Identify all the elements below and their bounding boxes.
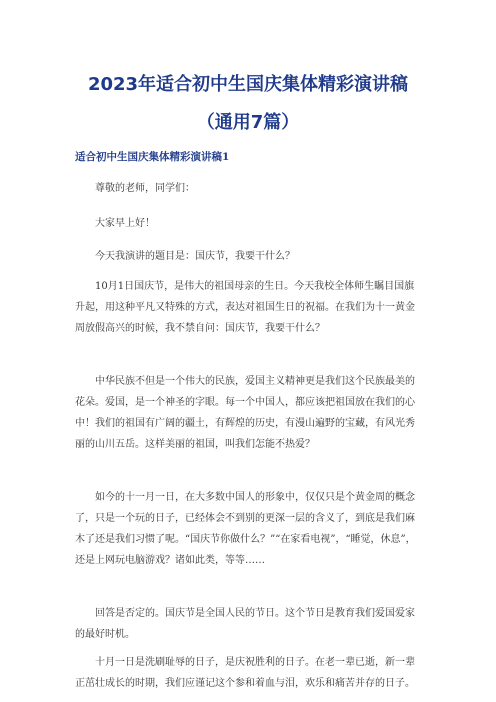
- paragraph-body: 如今的十一月一日，在大多数中国人的形象中，仅仅只是个黄金周的概念了，只是一个玩的日子，已经体会不到别的更深一层的含义了，到底是我们麻木了还是我们习惯了呢。“国庆节你做什么？”“在家看电视”，“睡觉，休息”，还是上网玩电脑游戏？诸如此类，等等……: [75, 492, 416, 566]
- section-heading: 适合初中生国庆集体精彩演讲稿1: [75, 151, 230, 163]
- paragraph-body: 十月一日是洗刷耻辱的日子，是庆祝胜利的日子。在老一辈已逝，新一辈正茁壮成长的时期，我们应谨记这个参和着血与泪，欢乐和痛苦并存的日子。: [75, 657, 415, 689]
- document-title-subtitle: （通用7篇）: [196, 112, 300, 133]
- paragraph-body: 中华民族不但是一个伟大的民族，爱国主义精神更是我们这个民族最美的花朵。爱国，是一个神圣的字眼。每一个中国人，都应该把祖国放在我们的心中！我们的祖国有广阔的疆土，有辉煌的历史，有漫山遍野的宝藏，有风光秀丽的山川五岳。这样美丽的祖国，叫我们怎能不热爱？: [75, 376, 415, 450]
- paragraph-opening: 大家早上好！: [95, 218, 155, 229]
- paragraph-body: 10月1日国庆节，是伟大的祖国母亲的生日。今天我校全体师生瞩目国旗升起，用这种平凡又特殊的方式，表达对祖国生日的祝福。在我们为十一黄金周放假高兴的时候，我不禁自问：国庆节，我要干什么？: [75, 281, 415, 334]
- document-title: 2023年适合初中生国庆集体精彩演讲稿: [87, 74, 409, 95]
- paragraph-greeting: 尊敬的老师，同学们：: [95, 183, 195, 194]
- paragraph-body: 回答是否定的。国庆节是全国人民的节日。这个节日是教育我们爱国爱家的最好时机。: [75, 608, 415, 640]
- paragraph-topic: 今天我演讲的题目是：国庆节，我要干什么？: [95, 251, 295, 262]
